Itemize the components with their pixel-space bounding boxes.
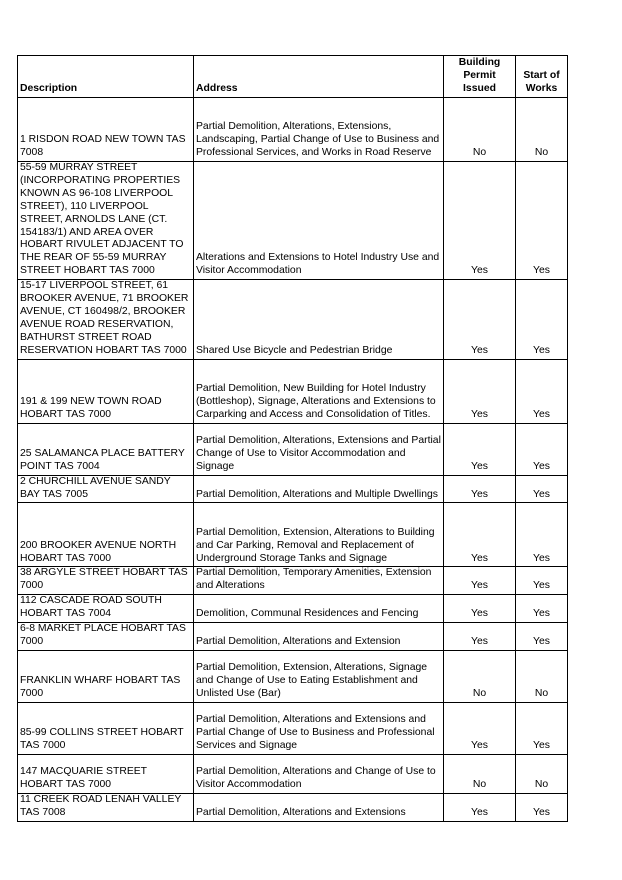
header-start-of-works: Start of Works <box>516 56 568 98</box>
header-row <box>18 56 568 98</box>
start-cell: Yes <box>516 503 568 567</box>
start-cell: Yes <box>516 702 568 754</box>
permit-cell: Yes <box>444 280 516 359</box>
header-address: Address <box>194 56 444 98</box>
table-row <box>18 423 568 475</box>
description-cell: 147 MACQUARIE STREET HOBART TAS 7000 <box>18 754 194 793</box>
table-row <box>18 650 568 702</box>
start-cell: No <box>516 98 568 162</box>
table-row <box>18 595 568 623</box>
address-cell: Alterations and Extensions to Hotel Industry Use and Visitor Accommodation <box>194 162 444 280</box>
permit-cell: No <box>444 98 516 162</box>
start-cell: No <box>516 754 568 793</box>
permit-cell: No <box>444 650 516 702</box>
address-cell: Partial Demolition, Extension, Alterations, Signage and Change of Use to Eating Establishment and Unlisted Use (Bar) <box>194 650 444 702</box>
permit-cell: Yes <box>444 423 516 475</box>
address-cell: Shared Use Bicycle and Pedestrian Bridge <box>194 280 444 359</box>
description-cell: 191 & 199 NEW TOWN ROAD HOBART TAS 7000 <box>18 359 194 423</box>
address-cell: Partial Demolition, Alterations and Extensions <box>194 793 444 821</box>
start-cell: Yes <box>516 162 568 280</box>
description-cell: 1 RISDON ROAD NEW TOWN TAS 7008 <box>18 98 194 162</box>
description-cell: 2 CHURCHILL AVENUE SANDY BAY TAS 7005 <box>18 475 194 503</box>
table-row <box>18 623 568 651</box>
description-cell: 25 SALAMANCA PLACE BATTERY POINT TAS 7004 <box>18 423 194 475</box>
start-cell: Yes <box>516 359 568 423</box>
permits-table <box>17 55 568 822</box>
header-building-permit: Building Permit Issued <box>444 56 516 98</box>
table-row <box>18 793 568 821</box>
permit-cell: No <box>444 754 516 793</box>
table-row <box>18 702 568 754</box>
permit-cell: Yes <box>444 359 516 423</box>
start-cell: Yes <box>516 475 568 503</box>
table-row <box>18 475 568 503</box>
start-cell: Yes <box>516 567 568 595</box>
permit-cell: Yes <box>444 623 516 651</box>
start-cell: No <box>516 650 568 702</box>
description-cell: 55-59 MURRAY STREET (INCORPORATING PROPERTIES KNOWN AS 96-108 LIVERPOOL STREET), 110 LIVERPOOL STREET, ARNOLDS LANE (CT. 154183/1) AND AREA OVER HOBART RIVULET ADJACENT TO THE REAR OF 55-59 MURRAY STREET HOBART TAS 7000 <box>18 162 194 280</box>
table-row <box>18 162 568 280</box>
description-cell: 38 ARGYLE STREET HOBART TAS 7000 <box>18 567 194 595</box>
address-cell: Partial Demolition, Alterations and Extensions and Partial Change of Use to Business and Professional Services and Signage <box>194 702 444 754</box>
description-cell: 112 CASCADE ROAD SOUTH HOBART TAS 7004 <box>18 595 194 623</box>
address-cell: Partial Demolition, New Building for Hotel Industry (Bottleshop), Signage, Alterations and Extensions to Carparking and Access and Consolidation of Titles. <box>194 359 444 423</box>
table-row <box>18 503 568 567</box>
start-cell: Yes <box>516 595 568 623</box>
description-cell: 200 BROOKER AVENUE NORTH HOBART TAS 7000 <box>18 503 194 567</box>
address-cell: Partial Demolition, Alterations and Change of Use to Visitor Accommodation <box>194 754 444 793</box>
permit-cell: Yes <box>444 503 516 567</box>
address-cell: Partial Demolition, Alterations and Multiple Dwellings <box>194 475 444 503</box>
permit-cell: Yes <box>444 702 516 754</box>
start-cell: Yes <box>516 423 568 475</box>
start-cell: Yes <box>516 793 568 821</box>
description-cell: FRANKLIN WHARF HOBART TAS 7000 <box>18 650 194 702</box>
start-cell: Yes <box>516 280 568 359</box>
address-cell: Partial Demolition, Alterations and Extension <box>194 623 444 651</box>
table-row <box>18 567 568 595</box>
table-row <box>18 754 568 793</box>
table-row <box>18 98 568 162</box>
address-cell: Partial Demolition, Extension, Alterations to Building and Car Parking, Removal and Replacement of Underground Storage Tanks and Signage <box>194 503 444 567</box>
address-cell: Partial Demolition, Temporary Amenities, Extension and Alterations <box>194 567 444 595</box>
permit-cell: Yes <box>444 475 516 503</box>
permit-cell: Yes <box>444 567 516 595</box>
header-description: Description <box>18 56 194 98</box>
table-row <box>18 280 568 359</box>
description-cell: 6-8 MARKET PLACE HOBART TAS 7000 <box>18 623 194 651</box>
description-cell: 11 CREEK ROAD LENAH VALLEY TAS 7008 <box>18 793 194 821</box>
permit-cell: Yes <box>444 793 516 821</box>
table-row <box>18 359 568 423</box>
description-cell: 85-99 COLLINS STREET HOBART TAS 7000 <box>18 702 194 754</box>
address-cell: Partial Demolition, Alterations, Extensions and Partial Change of Use to Visitor Accommodation and Signage <box>194 423 444 475</box>
address-cell: Demolition, Communal Residences and Fencing <box>194 595 444 623</box>
description-cell: 15-17 LIVERPOOL STREET, 61 BROOKER AVENUE, 71 BROOKER AVENUE, CT 160498/2, BROOKER AVENUE ROAD RESERVATION, BATHURST STREET ROAD RESERVATION HOBART TAS 7000 <box>18 280 194 359</box>
permit-cell: Yes <box>444 595 516 623</box>
address-cell: Partial Demolition, Alterations, Extensions, Landscaping, Partial Change of Use to Business and Professional Services, and Works in Road Reserve <box>194 98 444 162</box>
start-cell: Yes <box>516 623 568 651</box>
permit-cell: Yes <box>444 162 516 280</box>
